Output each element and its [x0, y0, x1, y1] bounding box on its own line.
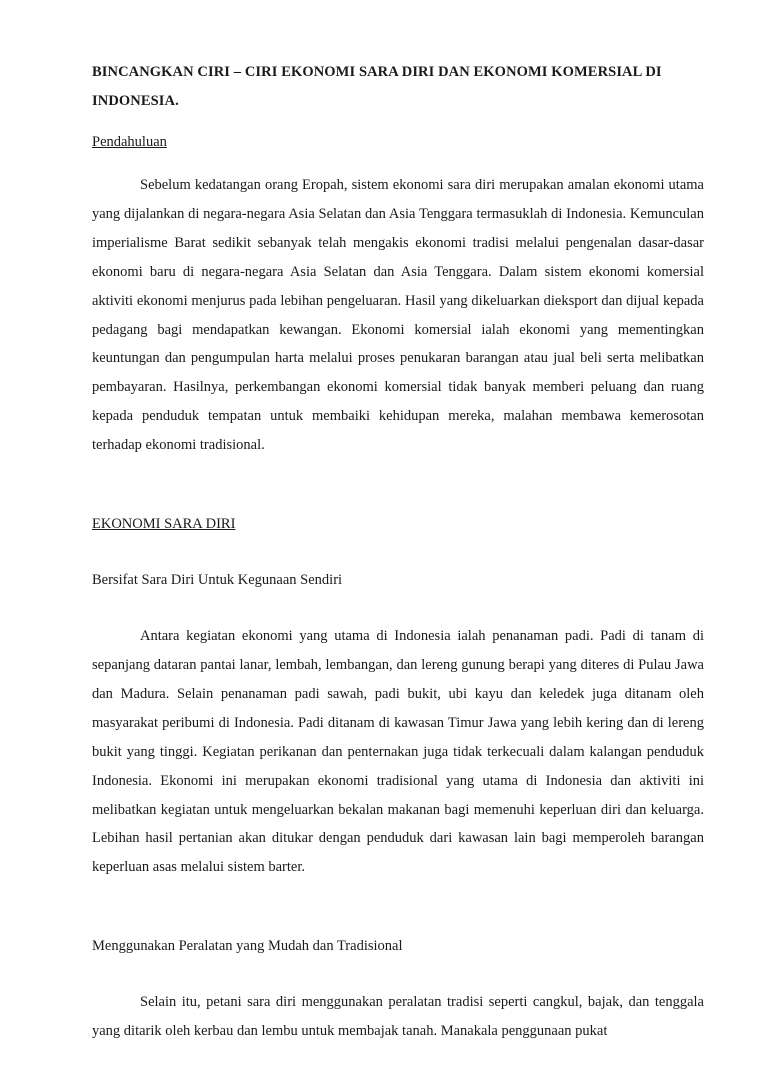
subsection-heading-1: Bersifat Sara Diri Untuk Kegunaan Sendiri	[92, 572, 343, 589]
subsection-paragraph-1: Antara kegiatan ekonomi yang utama di Indonesia ialah penanaman padi. Padi di tanam di sepanjang dataran pantai lanar, lembah, lembangan, dan lereng gunung berapi yang diteres di Pulau Jawa dan Madura. Selain penanaman padi sawah, padi bukit, ubi kayu dan keledek juga ditanam oleh masyarakat peribumi di Indonesia. Padi ditanam di kawasan Timur Jawa yang lebih kering dan di lereng bukit yang tinggi. Kegiatan perikanan dan penternakan juga tidak terkecuali dalam kalangan penduduk Indonesia. Ekonomi ini merupakan ekonomi tradisional yang utama di Indonesia dan aktiviti ini melibatkan kegiatan untuk mengeluarkan bekalan makanan bagi memenuhi keperluan diri dan keluarga. Lebihan hasil pertanian akan ditukar dengan penduduk dari kawasan lain bagi memperoleh barangan keperluan asas melalui sistem barter.	[92, 628, 704, 876]
spacer	[92, 460, 704, 510]
spacer	[92, 539, 704, 566]
subsection-heading-2: Menggunakan Peralatan yang Mudah dan Tradisional	[92, 938, 403, 955]
spacer	[92, 157, 704, 171]
document-title: BINCANGKAN CIRI – CIRI EKONOMI SARA DIRI DAN EKONOMI KOMERSIAL DI INDONESIA.	[92, 64, 662, 109]
intro-paragraph: Sebelum kedatangan orang Eropah, sistem ekonomi sara diri merupakan amalan ekonomi utama yang dijalankan di negara-negara Asia Selatan dan Asia Tenggara termasuklah di Indonesia. Kemunculan imperialisme Barat sedikit sebanyak telah mengakis ekonomi tradisi melalui pengenalan dasar-dasar ekonomi baru di negara-negara Asia Selatan dan Asia Tenggara. Dalam sistem ekonomi komersial aktiviti ekonomi menjurus pada lebihan pengeluaran. Hasil yang dikeluarkan dieksport dan dijual kepada pedagang bagi mendapatkan kewangan. Ekonomi komersial ialah ekonomi yang mementingkan keuntungan dan pengumpulan harta melalui proses penukaran barangan atau jual beli serta melibatkan pembayaran. Hasilnya, perkembangan ekonomi komersial tidak banyak memberi peluang dan ruang kepada penduduk tempatan untuk membaiki kehidupan mereka, malahan membawa kemerosotan terhadap ekonomi tradisional.	[92, 177, 704, 454]
spacer	[92, 961, 704, 988]
intro-heading: Pendahuluan	[92, 134, 167, 150]
spacer	[92, 595, 704, 622]
subsection-paragraph-2: Selain itu, petani sara diri menggunakan peralatan tradisi seperti cangkul, bajak, dan tenggala yang ditarik oleh kerbau dan lembu untuk membajak tanah. Manakala penggunaan pukat	[92, 994, 704, 1040]
document-body	[92, 58, 704, 1046]
section-heading: EKONOMI SARA DIRI	[92, 516, 236, 533]
spacer	[92, 882, 704, 932]
